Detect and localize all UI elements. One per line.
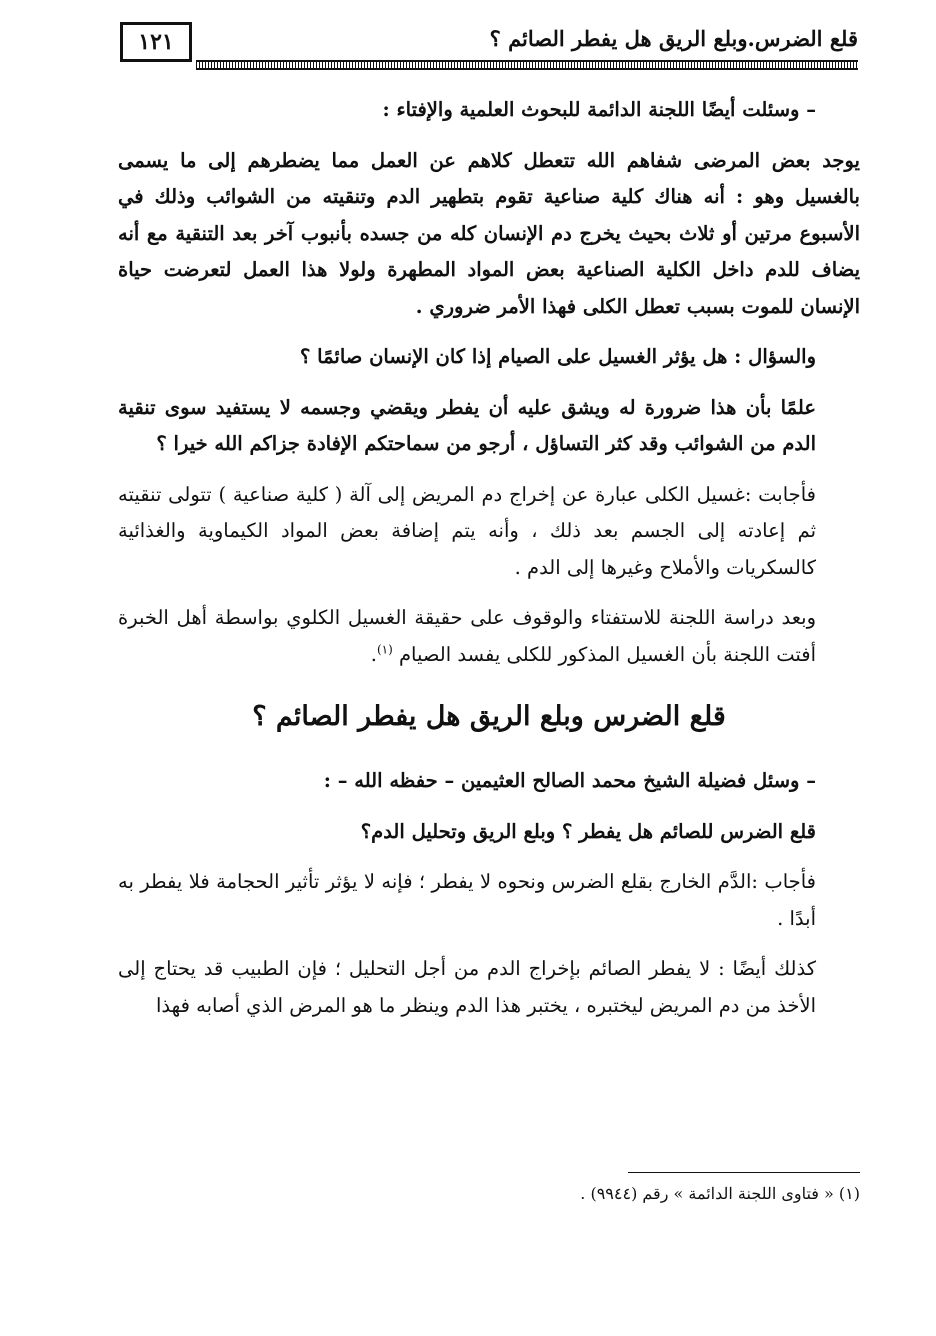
footnote: (١) « فتاوى اللجنة الدائمة » رقم (٩٩٤٤) .	[580, 1184, 860, 1203]
question-intro: – وسئلت أيضًا اللجنة الدائمة للبحوث العلمية والإفتاء :	[382, 98, 816, 121]
running-title: قلع الضرس.وبلع الريق هل يفطر الصائم ؟	[489, 26, 858, 51]
header-rule	[196, 60, 858, 70]
fatwa-conclusion	[118, 600, 860, 673]
answer-2-continued: كذلك أيضًا : لا يفطر الصائم بإخراج الدم من أجل التحليل ؛ فإن الطبيب قد يحتاج إلى الأخذ من دم المريض ليختبره ، يختبر هذا الدم وينظر ما هو المرض الذي أصابه فهذا	[118, 957, 816, 1017]
section-heading: قلع الضرس وبلع الريق هل يفطر الصائم ؟	[252, 701, 726, 732]
footnote-rule	[628, 1172, 860, 1173]
fatwa-conclusion-end: .	[370, 642, 377, 666]
answer-paragraph: فأجابت :غسيل الكلى عبارة عن إخراج دم المريض إلى آلة ( كلية صناعية ) تتولى تنقيته ثم إعادته إلى الجسم بعد ذلك ، وأنه يتم إضافة بعض المواد الكيماوية والغذائية كالسكريات والأملاح وغيرها إلى الدم .	[118, 482, 816, 579]
question-intro-2: – وسئل فضيلة الشيخ محمد الصالح العثيمين – حفظه الله – :	[323, 769, 816, 792]
question-body: يوجد بعض المرضى شفاهم الله تتعطل كلاهم عن العمل مما يضطرهم إلى ما يسمى بالغسيل وهو : أنه هناك كلية صناعية تقوم بتطهير الدم وتنقيته من الشوائب وذلك في الأسبوع مرتين أو ثلاث بحيث يخرج دم الإنسان كله من جسده بأنبوب آخر بعد التنقية مع أنه يضاف للدم داخل الكلية الصناعية بعض المواد المطهرة ولولا هذا العمل لتعرضت حياة الإنسان للموت بسبب تعطل الكلى فهذا الأمر ضروري .	[118, 148, 860, 318]
question-main: والسؤال : هل يؤثر الغسيل على الصيام إذا كان الإنسان صائمًا ؟	[300, 345, 816, 368]
page-body	[118, 92, 860, 1038]
footnote-ref: (١)	[376, 642, 393, 656]
question-continued: علمًا بأن هذا ضرورة له ويشق عليه أن يفطر ويقضي وجسمه لا يستفيد سوى تنقية الدم من الشوائب وقد كثر التساؤل ، أرجو من سماحتكم الإفادة جزاكم الله خيرا ؟	[118, 395, 816, 455]
fatwa-conclusion-text: وبعد دراسة اللجنة للاستفتاء والوقوف على حقيقة الغسيل الكلوي بواسطة أهل الخبرة أفتت اللجنة بأن الغسيل المذكور للكلى يفسد الصيام	[118, 606, 816, 666]
page-header	[120, 22, 858, 68]
page-number: ١٢١	[120, 22, 192, 62]
question-2: قلع الضرس للصائم هل يفطر ؟ وبلع الريق وتحليل الدم؟	[360, 819, 816, 843]
answer-2: فأجاب :الدَّم الخارج بقلع الضرس ونحوه لا يفطر ؛ فإنه لا يؤثر تأثير الحجامة فلا يفطر به أبدًا .	[118, 870, 816, 930]
